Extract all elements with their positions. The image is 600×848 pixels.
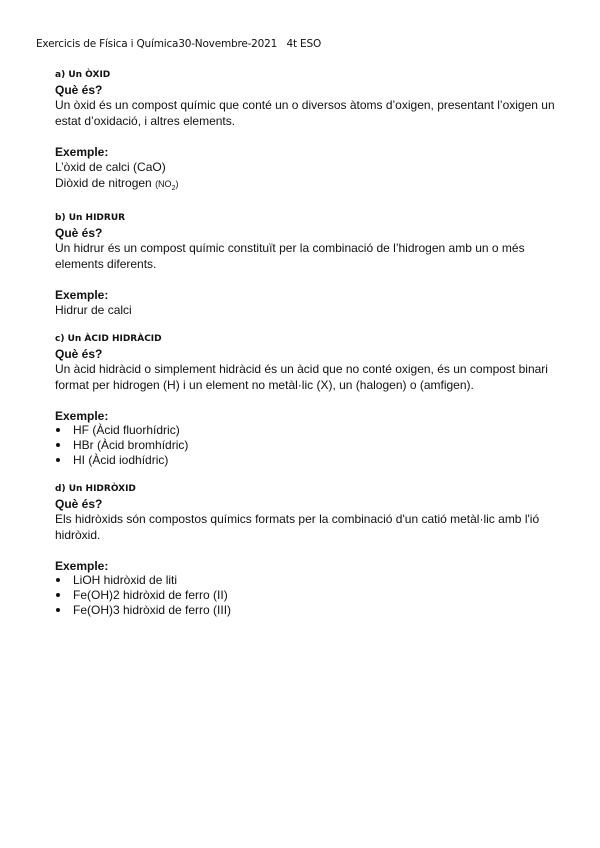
section-hidroxid <box>55 482 565 618</box>
bullet-icon <box>56 458 60 462</box>
list-item <box>55 423 565 438</box>
list-item <box>55 453 565 468</box>
example-list <box>55 423 565 468</box>
section-hidrur <box>55 211 565 318</box>
example-line: Hidrur de calci <box>55 302 132 317</box>
bullet-icon <box>56 593 60 597</box>
what-label: Què és? <box>55 225 103 240</box>
bullet-icon <box>56 578 60 582</box>
definition-text: Un àcid hidràcid o simplement hidràcid és un àcid que no conté oxigen, és un compost binari format per hidrogen (H) i un element no metàl·lic (X), un (halogen) o (amfigen). <box>55 361 548 392</box>
formula-base: (NO <box>155 179 172 189</box>
bullet-icon <box>56 428 60 432</box>
formula-close: ) <box>175 179 179 189</box>
example-line: L’òxid de calci (CaO) <box>55 160 166 174</box>
what-label: Què és? <box>55 496 103 511</box>
list-item-text: HI (Àcid iodhídric) <box>73 452 169 467</box>
list-item <box>55 438 565 453</box>
example-label: Exemple: <box>55 558 109 573</box>
example-list <box>55 573 565 618</box>
formula-subscript: 2 <box>171 184 176 192</box>
section-title: b) Un HIDRUR <box>55 212 126 223</box>
list-item-text: Fe(OH)2 hidròxid de ferro (II) <box>73 587 228 602</box>
section-title: d) Un HIDRÒXID <box>55 483 136 494</box>
chemical-formula <box>155 179 179 192</box>
what-label: Què és? <box>55 83 103 97</box>
list-item-text: Fe(OH)3 hidròxid de ferro (III) <box>73 602 232 617</box>
example-label: Exemple: <box>55 287 109 302</box>
example-label: Exemple: <box>55 145 109 159</box>
definition-text: Els hidròxids són compostos químics formats per la combinació d'un catió metàl·lic amb l'ió hidròxid. <box>55 511 540 542</box>
section-acid-hidracid <box>55 332 565 468</box>
definition-text: Un òxid és un compost químic que conté un o diversos àtoms d’oxigen, presentant l’oxigen un estat d’oxidació, i altres elements. <box>55 98 555 128</box>
list-item-text: HBr (Àcid bromhídric) <box>73 437 189 452</box>
definition-text: Un hidrur és un compost químic constituït per la combinació de l’hidrogen amb un o més elements diferents. <box>55 240 525 271</box>
bullet-icon <box>56 443 60 447</box>
example-label: Exemple: <box>55 408 109 423</box>
section-title: a) Un ÒXID <box>55 70 111 80</box>
list-item-text: LiOH hidròxid de liti <box>73 572 178 587</box>
section-oxid <box>55 68 565 197</box>
bullet-icon <box>56 608 60 612</box>
what-label: Què és? <box>55 346 103 361</box>
example-text: Diòxid de nitrogen <box>55 176 156 190</box>
section-title: c) Un ÀCID HIDRÀCID <box>55 333 162 344</box>
list-item <box>55 588 565 603</box>
list-item <box>55 603 565 618</box>
example-line <box>55 175 565 197</box>
document-header: Exercicis de Física i Química30-Novembre-2021 4t ESO <box>36 38 322 50</box>
document-body <box>55 68 565 632</box>
list-item-text: HF (Àcid fluorhídric) <box>73 422 180 437</box>
list-item <box>55 573 565 588</box>
